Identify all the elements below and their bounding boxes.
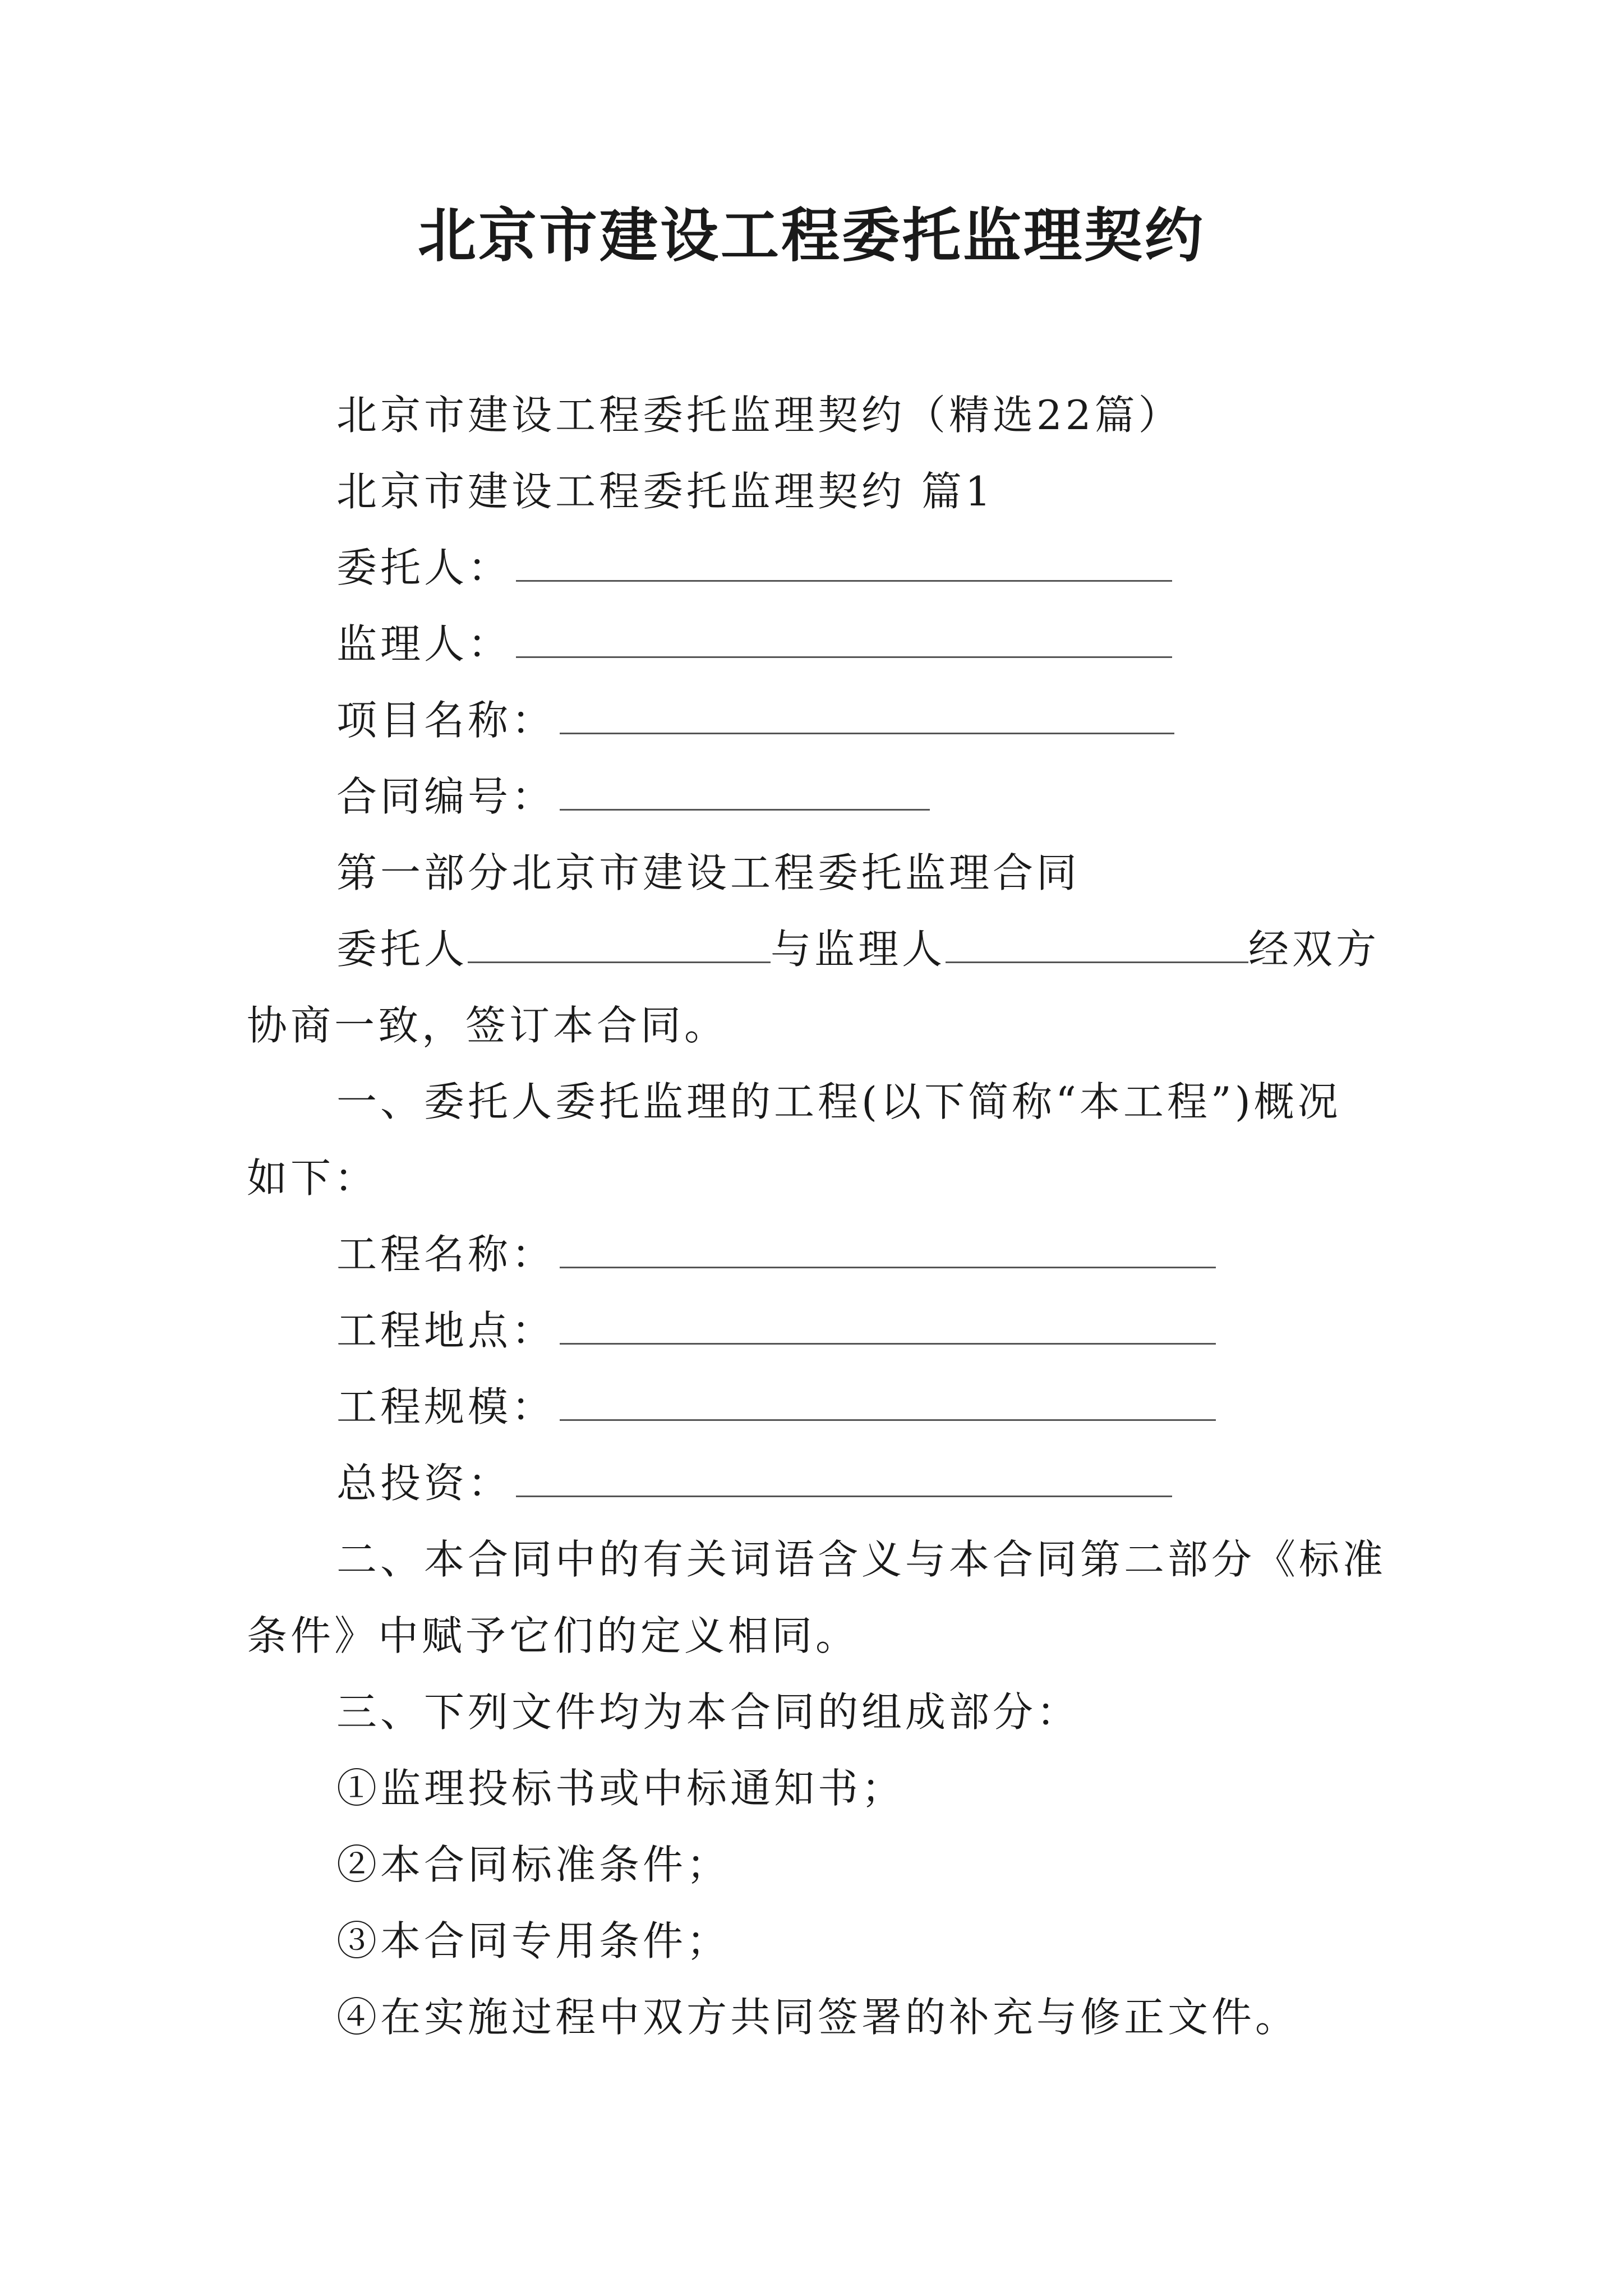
field-contract-number — [336, 769, 930, 825]
field-label: 项目名称： — [336, 697, 556, 744]
part-one-heading: 第一部分北京市建设工程委托监理合同 — [336, 849, 1081, 896]
clause-one-line2: 如下： — [247, 1154, 379, 1202]
field-entrusting-party — [336, 540, 1172, 596]
clause-one-line1: 一、委托人委托监理的工程(以下简称“本工程”)概况 — [336, 1078, 1341, 1125]
clause-two-line1: 二、本合同中的有关词语含义与本合同第二部分《标准 — [336, 1536, 1387, 1583]
field-supervisor — [336, 616, 1172, 672]
clause-two-line2: 条件》中赋予它们的定义相同。 — [247, 1612, 860, 1659]
blank-line — [516, 541, 1172, 582]
list-item: ③本合同专用条件； — [336, 1917, 731, 1964]
list-item: ④在实施过程中双方共同签署的补充与修正文件。 — [336, 1994, 1299, 2041]
blank-line — [560, 1304, 1216, 1345]
document-title: 北京市建设工程委托监理契约 — [417, 201, 1205, 270]
list-item: ①监理投标书或中标通知书； — [336, 1765, 906, 1812]
field-total-investment — [336, 1455, 1172, 1511]
blank-line — [560, 693, 1174, 734]
blank-line — [468, 922, 771, 963]
field-label: 合同编号： — [336, 773, 556, 820]
section-heading: 北京市建设工程委托监理契约 篇1 — [336, 468, 994, 515]
field-label: 工程规模： — [336, 1383, 556, 1430]
blank-line — [560, 1380, 1216, 1421]
parties-middle: 与监理人 — [771, 926, 946, 973]
parties-suffix: 经双方 — [1248, 926, 1380, 973]
field-project-scale — [336, 1379, 1216, 1435]
blank-line — [560, 770, 930, 811]
field-label: 总投资： — [336, 1460, 512, 1507]
field-label: 委托人： — [336, 544, 512, 591]
field-label: 工程名称： — [336, 1231, 556, 1278]
parties-continuation: 协商一致，签订本合同。 — [247, 1002, 728, 1049]
field-label: 监理人： — [336, 620, 512, 668]
list-item: ②本合同标准条件； — [336, 1841, 731, 1888]
document-subtitle: 北京市建设工程委托监理契约（精选22篇） — [336, 392, 1182, 439]
field-project-location — [336, 1303, 1216, 1359]
parties-sentence — [336, 921, 1380, 977]
clause-three: 三、下列文件均为本合同的组成部分： — [336, 1688, 1081, 1736]
blank-line — [516, 617, 1172, 658]
field-project-title — [336, 1226, 1216, 1282]
field-label: 工程地点： — [336, 1307, 556, 1354]
parties-prefix: 委托人 — [336, 926, 468, 973]
blank-line — [946, 922, 1248, 963]
field-project-name — [336, 692, 1174, 748]
blank-line — [560, 1227, 1216, 1268]
blank-line — [516, 1456, 1172, 1497]
